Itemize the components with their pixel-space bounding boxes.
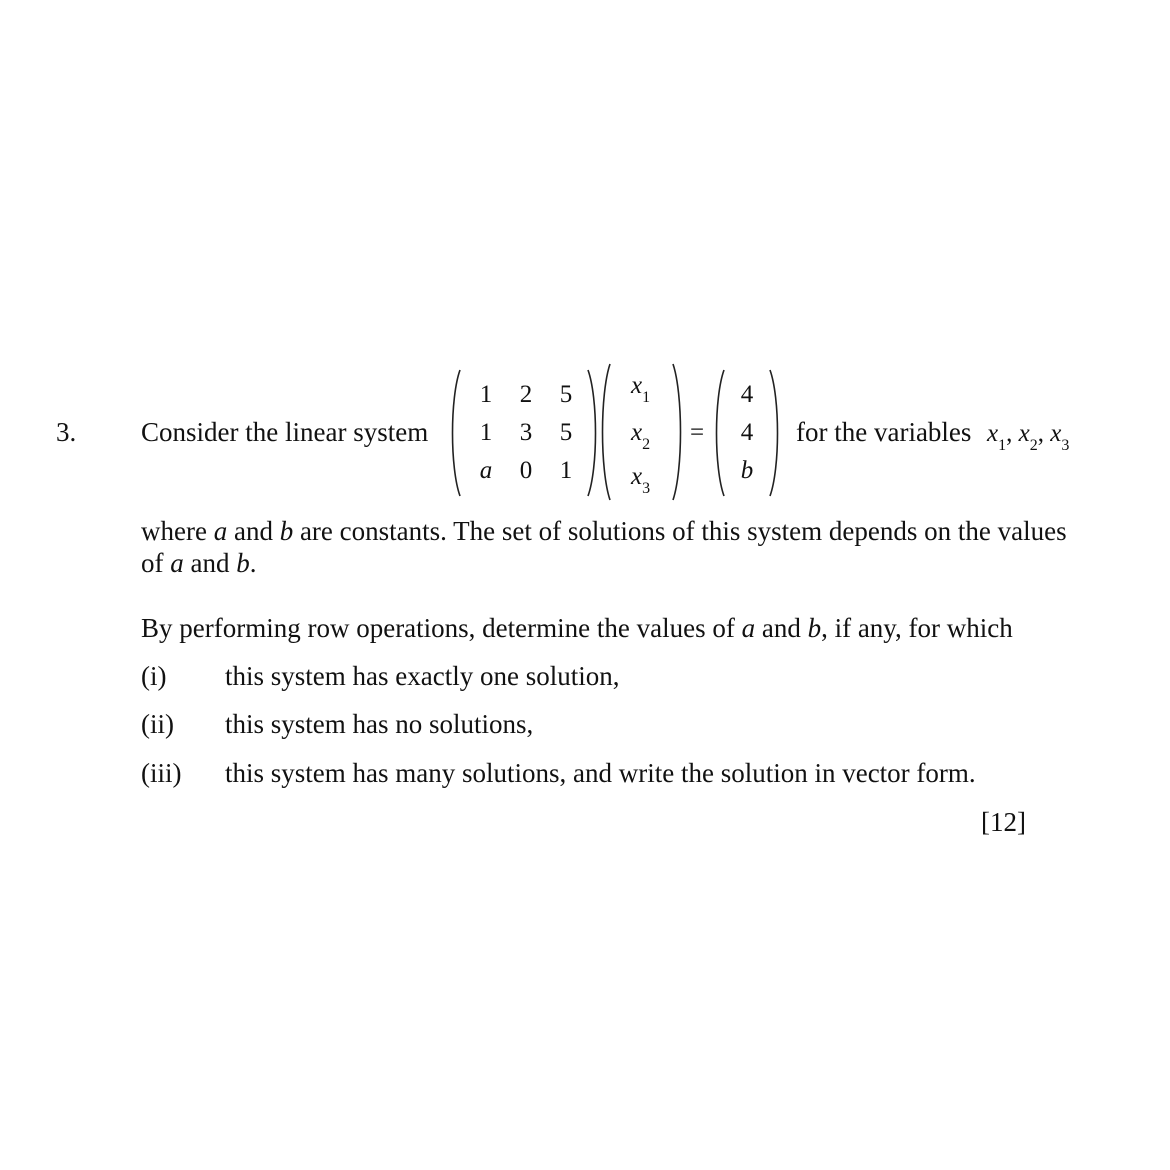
- matrix-a-cell: 5: [559, 381, 573, 408]
- question-number: 3.: [56, 417, 77, 447]
- equals-sign: =: [690, 419, 705, 446]
- vector-x-right-paren: [671, 362, 685, 502]
- constants-sentence-line2: of a and b.: [141, 548, 257, 578]
- vector-b-entry: 4: [740, 419, 754, 446]
- question-intro: Consider the linear system: [141, 417, 429, 447]
- marks-allocation: [12]: [981, 807, 1026, 837]
- vector-x-left-paren: [598, 362, 612, 502]
- vector-x-entry: $x_2$: [631, 419, 651, 453]
- matrix-a-cell: 3: [519, 419, 533, 446]
- task-prompt: By performing row operations, determine the values of a and b, if any, for which: [141, 613, 1013, 643]
- matrix-a-cell: 1: [479, 419, 493, 446]
- part-label-iii: (iii): [141, 758, 182, 788]
- matrix-a-cell: 5: [559, 419, 573, 446]
- matrix-a-cell: 0: [519, 457, 533, 484]
- part-label-ii: (ii): [141, 709, 174, 739]
- matrix-a-cell: 1: [559, 457, 573, 484]
- matrix-a-left-paren: [448, 368, 462, 498]
- vector-b-right-paren: [768, 368, 782, 498]
- part-label-i: (i): [141, 661, 167, 691]
- part-text-i: this system has exactly one solution,: [225, 661, 620, 691]
- part-text-ii: this system has no solutions,: [225, 709, 534, 739]
- variable-list: $x_1$, $x_2$, $x_3$: [987, 420, 1070, 454]
- for-variables-text: for the variables: [796, 417, 972, 447]
- vector-b-left-paren: [712, 368, 726, 498]
- part-text-iii: this system has many solutions, and write the solution in vector form.: [225, 758, 976, 788]
- vector-x-entry: $x_3$: [631, 463, 651, 497]
- vector-b-entry: 4: [740, 381, 754, 408]
- vector-x-entry: $x_1$: [631, 372, 651, 406]
- vector-b-entry: b: [740, 457, 754, 484]
- matrix-a-cell: 1: [479, 381, 493, 408]
- matrix-a-cell: 2: [519, 381, 533, 408]
- matrix-a-cell: a: [479, 457, 493, 484]
- constants-sentence-line1: where a and b are constants. The set of solutions of this system depends on the values: [141, 516, 1067, 546]
